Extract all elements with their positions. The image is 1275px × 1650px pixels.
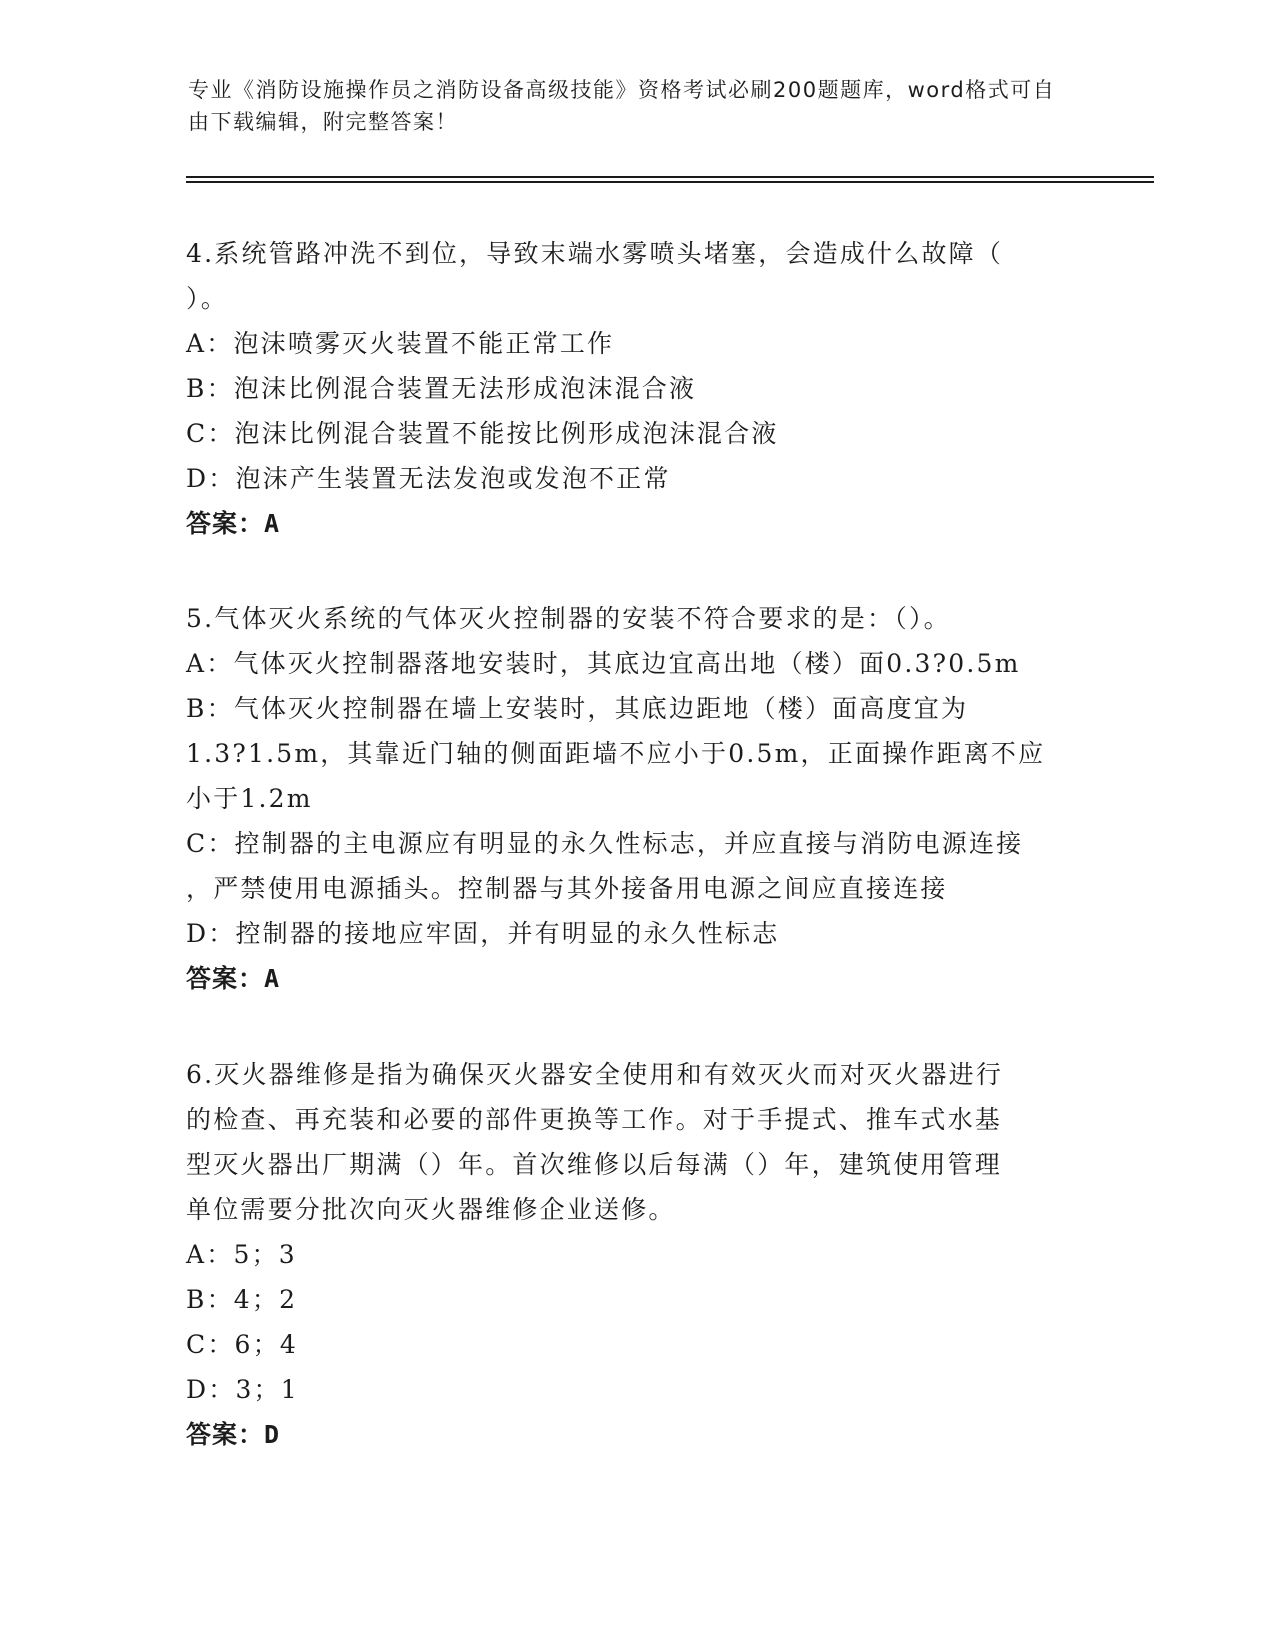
answer-label: 答案： [186, 509, 265, 538]
answer-line [186, 1412, 1086, 1458]
option-a: A：气体灭火控制器落地安装时，其底边宜高出地（楼）面0.3?0.5m [186, 649, 1021, 678]
option-c-continued: ，严禁使用电源插头。控制器与其外接备用电源之间应直接连接 [186, 874, 948, 903]
question-stem-line: 单位需要分批次向灭火器维修企业送修。 [186, 1195, 676, 1224]
option-c: C：控制器的主电源应有明显的永久性标志，并应直接与消防电源连接 [186, 829, 1024, 858]
question-stem-line: 4.系统管路冲洗不到位，导致末端水雾喷头堵塞，会造成什么故障（ [186, 239, 1004, 268]
question-stem-line: 6.灭火器维修是指为确保灭火器安全使用和有效灭火而对灭火器进行 [186, 1060, 1004, 1089]
answer-label: 答案： [186, 964, 265, 993]
answer-value: A [264, 509, 281, 538]
answer-value: D [264, 1420, 281, 1449]
option-b-continued: 小于1.2m [186, 784, 313, 813]
header-divider-line [186, 176, 1154, 178]
document-header: 专业《消防设施操作员之消防设备高级技能》资格考试必刷200题题库，word格式可自由下载编辑，附完整答案！ [188, 78, 1056, 134]
answer-line [186, 956, 1086, 1002]
option-b: B：气体灭火控制器在墙上安装时，其底边距地（楼）面高度宜为 [186, 694, 969, 723]
question-stem-line: 型灭火器出厂期满（）年。首次维修以后每满（）年，建筑使用管理 [186, 1150, 1003, 1179]
option-c: C：6；4 [186, 1330, 298, 1359]
option-d: D：控制器的接地应牢固，并有明显的永久性标志 [186, 919, 780, 948]
answer-label: 答案： [186, 1420, 265, 1449]
option-a: A：泡沫喷雾灭火装置不能正常工作 [186, 329, 615, 358]
question-6 [186, 1052, 1086, 1458]
answer-value: A [264, 964, 281, 993]
answer-line [186, 501, 1086, 547]
question-stem-line: 的检查、再充装和必要的部件更换等工作。对于手提式、推车式水基 [186, 1105, 1003, 1134]
option-b: B：4；2 [186, 1285, 298, 1314]
option-b-continued: 1.3?1.5m，其靠近门轴的侧面距墙不应小于0.5m，正面操作距离不应 [186, 739, 1046, 768]
question-4 [186, 231, 1086, 547]
option-d: D：3；1 [186, 1375, 299, 1404]
option-d: D：泡沫产生装置无法发泡或发泡不正常 [186, 464, 671, 493]
question-stem-line: 5.气体灭火系统的气体灭火控制器的安装不符合要求的是：（）。 [186, 604, 951, 633]
question-stem-line: ）。 [186, 284, 228, 313]
question-5 [186, 596, 1086, 1002]
header-divider-line [186, 181, 1154, 183]
option-a: A：5；3 [186, 1240, 297, 1269]
option-b: B：泡沫比例混合装置无法形成泡沫混合液 [186, 374, 697, 403]
option-c: C：泡沫比例混合装置不能按比例形成泡沫混合液 [186, 419, 779, 448]
